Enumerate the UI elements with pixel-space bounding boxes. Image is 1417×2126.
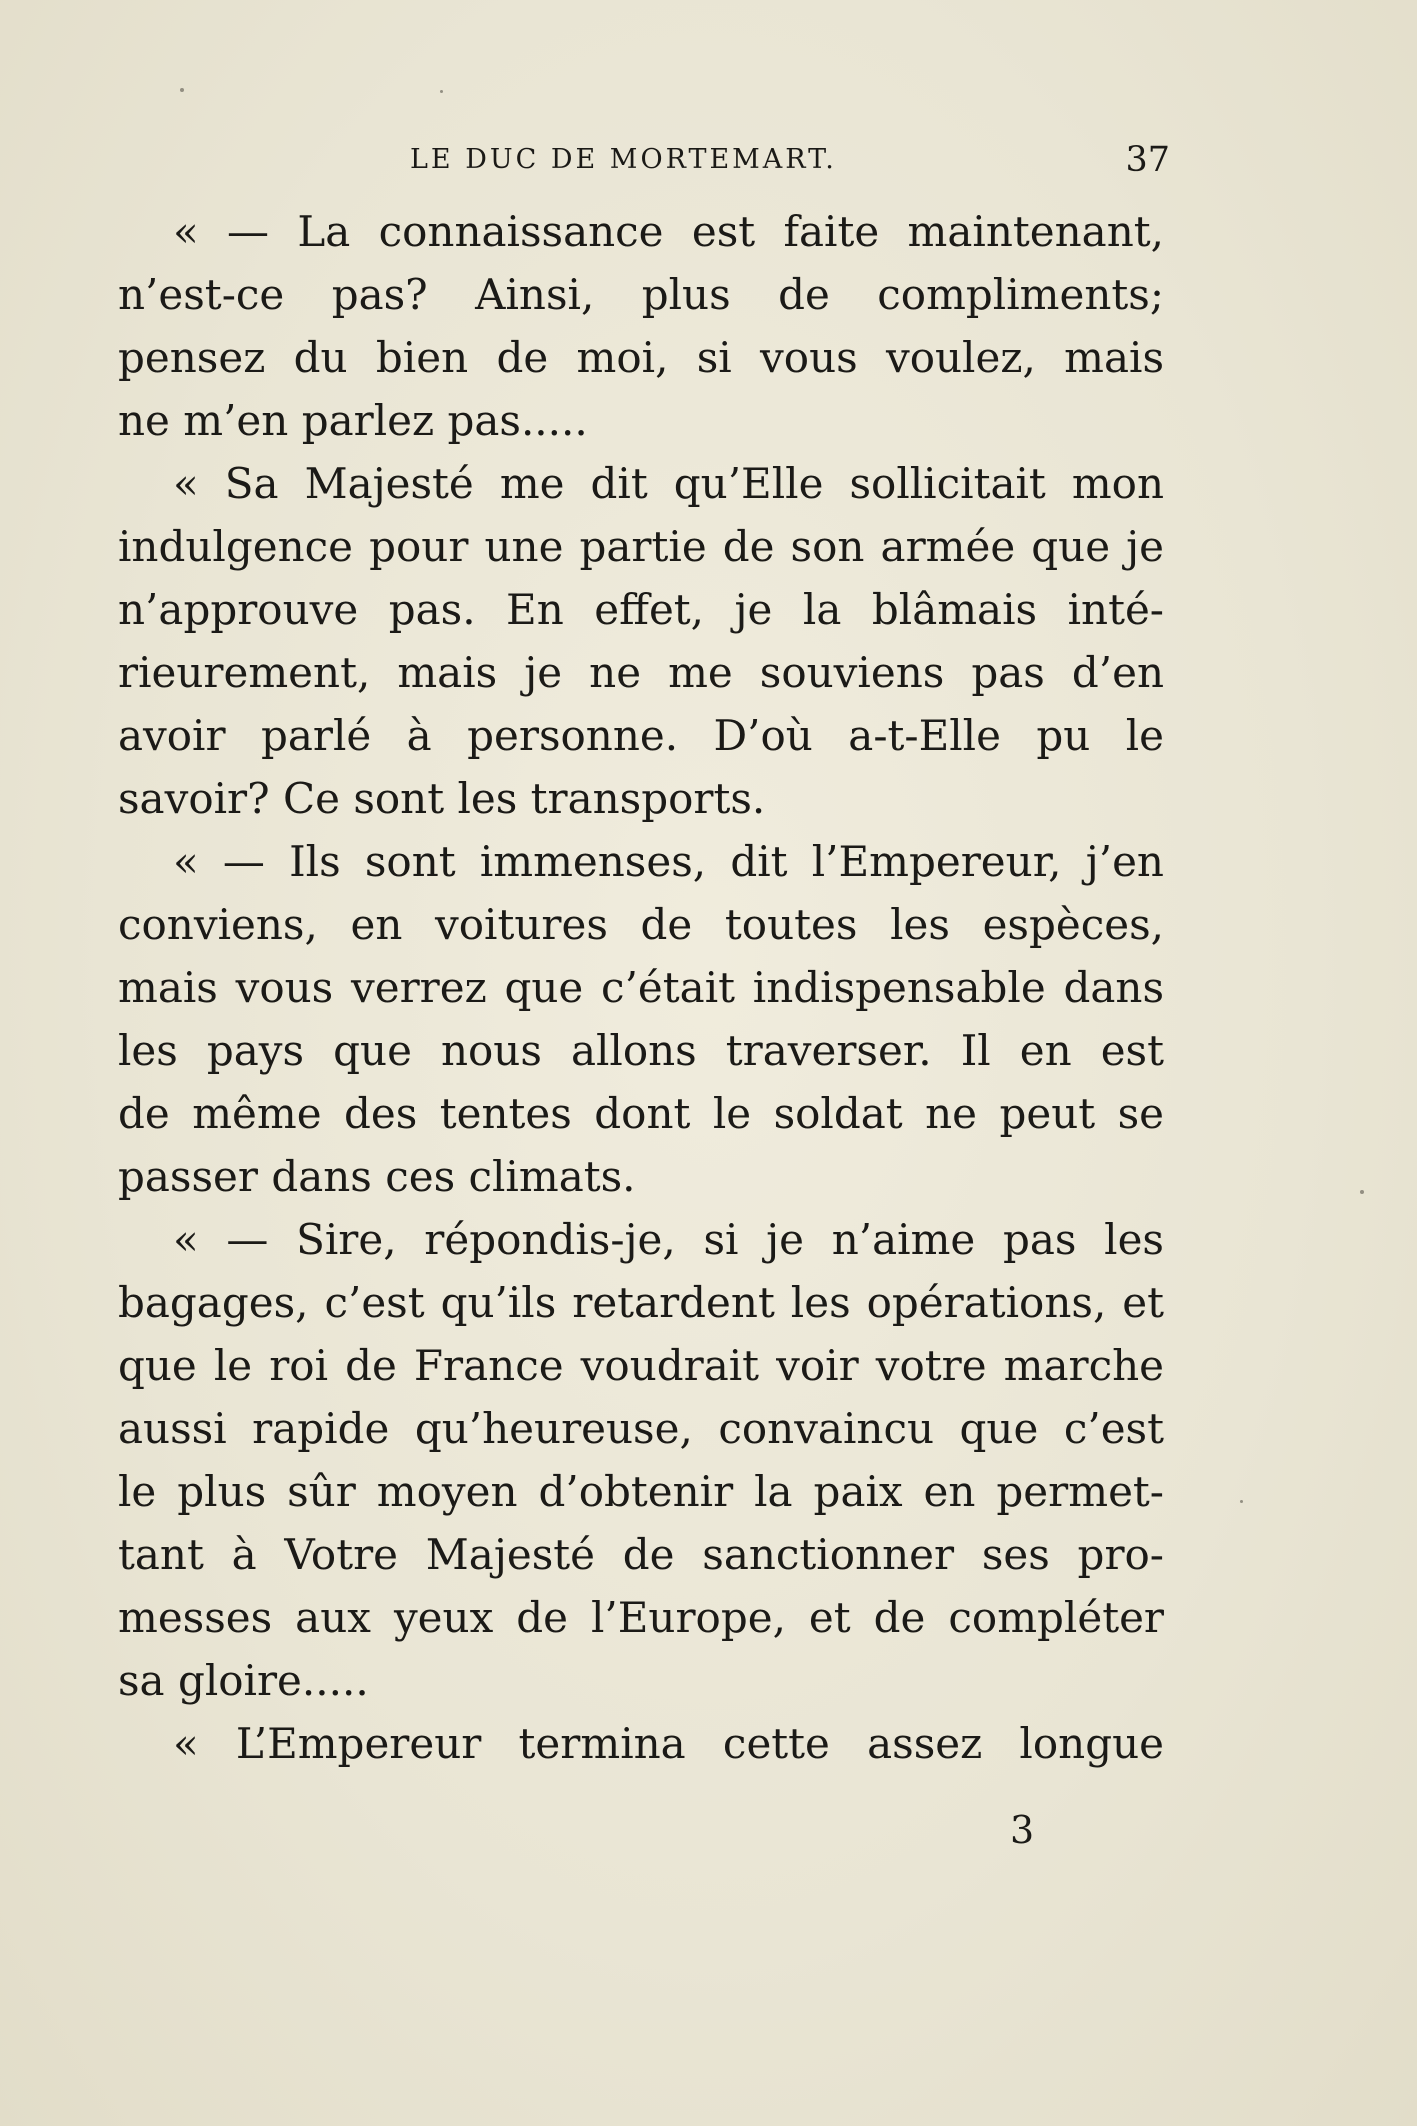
text-line: pensez du bien de moi, si vous voulez, mais (118, 333, 1164, 382)
paper-speck (180, 88, 184, 92)
text-line: rieurement, mais je ne me souviens pas d’en (118, 648, 1164, 697)
text-line: aussi rapide qu’heureuse, convaincu que c’est (118, 1404, 1164, 1453)
text-line: de même des tentes dont le soldat ne peut se (118, 1089, 1164, 1138)
text-line: « — Sire, répondis-je, si je n’aime pas les (173, 1215, 1164, 1264)
text-line: sa gloire..... (118, 1656, 369, 1705)
text-line: bagages, c’est qu’ils retardent les opérations, et (118, 1278, 1164, 1327)
text-line: passer dans ces climats. (118, 1152, 636, 1201)
text-line: conviens, en voitures de toutes les espèces, (118, 900, 1164, 949)
text-line: avoir parlé à personne. D’où a-t-Elle pu le (118, 711, 1164, 760)
running-head (400, 138, 1170, 182)
body-text (118, 200, 1164, 1775)
text-line: tant à Votre Majesté de sanctionner ses pro- (118, 1530, 1164, 1579)
text-line: « L’Empereur termina cette assez longue (173, 1719, 1164, 1768)
text-line: que le roi de France voudrait voir votre marche (118, 1341, 1164, 1390)
paper-speck (1360, 1190, 1364, 1194)
text-line: messes aux yeux de l’Europe, et de compléter (118, 1593, 1164, 1642)
text-line: « — Ils sont immenses, dit l’Empereur, j’en (173, 837, 1164, 886)
text-line: « Sa Majesté me dit qu’Elle sollicitait mon (173, 459, 1164, 508)
text-line: n’approuve pas. En effet, je la blâmais inté- (118, 585, 1164, 634)
text-line: savoir? Ce sont les transports. (118, 774, 766, 823)
running-title: LE DUC DE MORTEMART. (410, 144, 837, 175)
text-line: « — La connaissance est faite maintenant, (173, 207, 1164, 256)
signature-mark: 3 (1010, 1808, 1035, 1852)
text-line: indulgence pour une partie de son armée que je (118, 522, 1164, 571)
text-line: les pays que nous allons traverser. Il en est (118, 1026, 1164, 1075)
paper-speck (440, 90, 443, 93)
text-line: le plus sûr moyen d’obtenir la paix en permet- (118, 1467, 1164, 1516)
page-number: 37 (1125, 140, 1170, 180)
text-line: ne m’en parlez pas..... (118, 396, 588, 445)
text-line: mais vous verrez que c’était indispensable dans (118, 963, 1164, 1012)
text-line: n’est-ce pas? Ainsi, plus de compliments; (118, 270, 1164, 319)
paper-speck (1240, 1500, 1243, 1503)
